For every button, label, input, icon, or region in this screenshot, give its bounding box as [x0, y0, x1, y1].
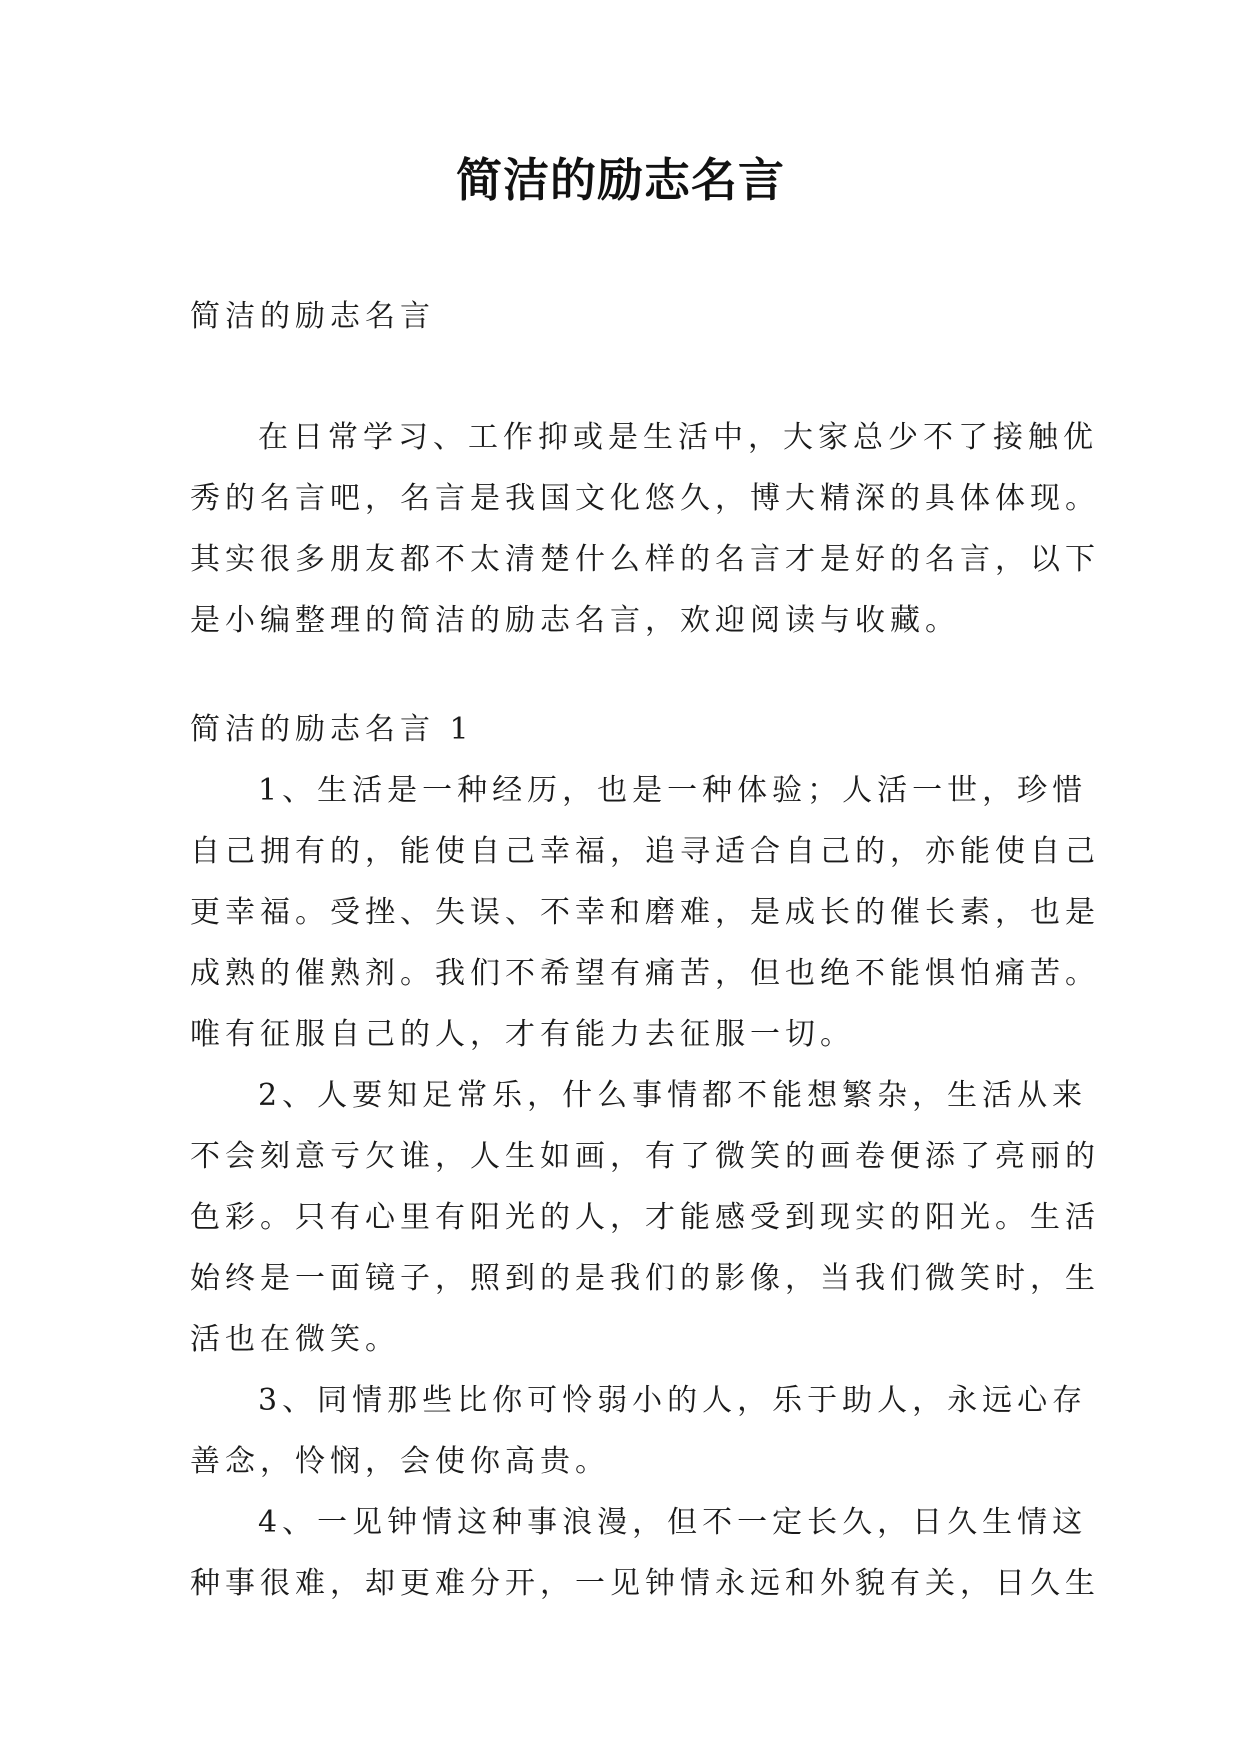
intro-line: 其实很多朋友都不太清楚什么样的名言才是好的名言，以下 — [190, 542, 1100, 577]
intro-line: 是小编整理的简洁的励志名言，欢迎阅读与收藏。 — [190, 603, 960, 638]
quote-line: 1、生活是一种经历，也是一种体验；人活一世，珍惜 — [258, 773, 1088, 808]
document-title: 简洁的励志名言 — [456, 153, 785, 207]
quote-line: 色彩。只有心里有阳光的人，才能感受到现实的阳光。生活 — [190, 1200, 1100, 1235]
quote-line: 唯有征服自己的人，才有能力去征服一切。 — [190, 1017, 855, 1052]
intro-line: 在日常学习、工作抑或是生活中，大家总少不了接触优 — [258, 420, 1098, 455]
quote-line: 2、人要知足常乐，什么事情都不能想繁杂，生活从来 — [258, 1078, 1088, 1113]
quote-line: 3、同情那些比你可怜弱小的人，乐于助人，永远心存 — [258, 1383, 1088, 1418]
quote-line: 自己拥有的，能使自己幸福，追寻适合自己的，亦能使自己 — [190, 834, 1100, 869]
quote-line: 4、一见钟情这种事浪漫，但不一定长久，日久生情这 — [258, 1505, 1088, 1540]
document-body — [190, 286, 1100, 1614]
quote-item — [190, 1370, 1088, 1492]
quote-line: 活也在微笑。 — [190, 1322, 400, 1357]
quote-item — [190, 1065, 1100, 1370]
quote-item — [190, 760, 1100, 1065]
intro-line: 秀的名言吧，名言是我国文化悠久，博大精深的具体体现。 — [190, 481, 1100, 516]
quote-item — [190, 1492, 1100, 1614]
intro-paragraph — [190, 407, 1100, 651]
quote-line: 更幸福。受挫、失误、不幸和磨难，是成长的催长素，也是 — [190, 895, 1100, 930]
section-heading: 简洁的励志名言 1 — [190, 712, 474, 747]
quote-line: 种事很难，却更难分开，一见钟情永远和外貌有关，日久生 — [190, 1566, 1100, 1601]
quote-line: 善念，怜悯，会使你高贵。 — [190, 1444, 610, 1479]
quote-line: 始终是一面镜子，照到的是我们的影像，当我们微笑时，生 — [190, 1261, 1100, 1296]
quote-line: 不会刻意亏欠谁，人生如画，有了微笑的画卷便添了亮丽的 — [190, 1139, 1100, 1174]
quote-line: 成熟的催熟剂。我们不希望有痛苦，但也绝不能惧怕痛苦。 — [190, 956, 1100, 991]
document-subtitle: 简洁的励志名言 — [190, 299, 435, 334]
